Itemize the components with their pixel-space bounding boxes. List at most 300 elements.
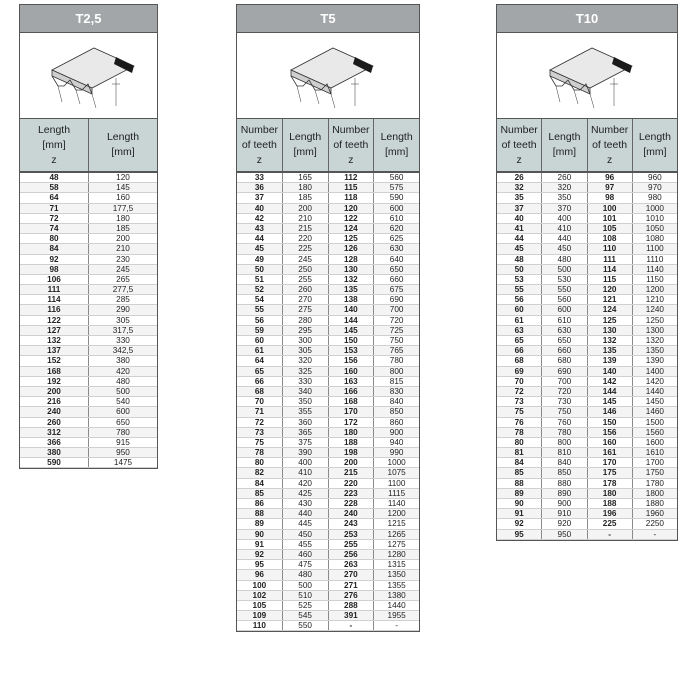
table-cell: 420 (116, 366, 130, 376)
table-cell: 192 (20, 377, 89, 386)
table-cell: 640 (389, 254, 404, 264)
table-cell: 690 (389, 295, 404, 305)
table-row (497, 285, 677, 295)
table-row (237, 499, 419, 509)
table-row (20, 346, 157, 356)
table-t10 (496, 4, 678, 541)
table-row (497, 305, 677, 315)
table-cell: 73 (497, 397, 542, 406)
table-cell: 130 (329, 265, 375, 274)
table-cell: 180 (283, 183, 329, 192)
table-cell: 1200 (645, 285, 664, 295)
table-row (237, 255, 419, 265)
table-cell: 120 (116, 173, 130, 182)
table-row (237, 204, 419, 214)
table-cell: 81 (497, 448, 542, 457)
table-cell: 245 (116, 264, 130, 274)
belt-profile-diagram (20, 33, 157, 119)
table-row (237, 295, 419, 305)
table-cell: 815 (389, 376, 404, 386)
table-cell: 210 (283, 214, 329, 223)
table-cell: 800 (542, 438, 587, 447)
table-cell: 168 (329, 397, 375, 406)
table-cell: 525 (283, 601, 329, 610)
table-cell: 115 (588, 275, 633, 284)
table-cell: 144 (588, 387, 633, 396)
table-row (497, 530, 677, 540)
table-cell: 260 (283, 285, 329, 294)
table-cell: 150 (588, 418, 633, 427)
table-cell: 810 (542, 448, 587, 457)
table-cell: 96 (588, 173, 633, 182)
table-cell: 460 (283, 550, 329, 559)
table-cell: 122 (329, 214, 375, 223)
table-cell: 135 (588, 346, 633, 355)
table-row (20, 173, 157, 183)
table-cell: 78 (497, 428, 542, 437)
table-cell: 63 (497, 326, 542, 335)
table-row (237, 326, 419, 336)
table-cell: 59 (237, 326, 283, 335)
table-cell: 73 (237, 428, 283, 437)
table-cell: 95 (237, 560, 283, 569)
table-cell: 365 (283, 428, 329, 437)
table-row (20, 458, 157, 468)
table-cell: 153 (329, 346, 375, 355)
table-cell: 200 (116, 234, 130, 244)
table-cell: 650 (389, 264, 404, 274)
table-row (237, 418, 419, 428)
table-row (497, 448, 677, 458)
table-row (20, 285, 157, 295)
table-cell: 500 (283, 581, 329, 590)
table-cell: 127 (20, 326, 89, 335)
table-row (497, 489, 677, 499)
table-row (237, 540, 419, 550)
table-row (20, 326, 157, 336)
table-row (20, 397, 157, 407)
table-cell: 132 (588, 336, 633, 345)
table-cell: 166 (329, 387, 375, 396)
table-cell: - (588, 530, 633, 539)
table-cell: 71 (237, 407, 283, 416)
table-row (237, 305, 419, 315)
table-row (497, 193, 677, 203)
table-row (20, 204, 157, 214)
table-cell: 1215 (387, 519, 406, 529)
table-cell: 990 (389, 448, 404, 458)
table-cell: 765 (389, 346, 404, 356)
table-row (237, 377, 419, 387)
table-cell: 90 (237, 530, 283, 539)
table-cell: 161 (588, 448, 633, 457)
table-row (497, 295, 677, 305)
table-row (497, 204, 677, 214)
table-cell: 121 (588, 295, 633, 304)
table-header (497, 119, 677, 173)
table-row (20, 234, 157, 244)
table-cell: 230 (116, 254, 130, 264)
table-cell: 45 (237, 244, 283, 253)
table-cell: 560 (389, 173, 404, 182)
table-cell: 68 (497, 356, 542, 365)
table-cell: 350 (283, 397, 329, 406)
table-cell: 70 (497, 377, 542, 386)
table-cell: 260 (542, 173, 587, 182)
table-cell: 152 (20, 356, 89, 365)
table-cell: 139 (588, 356, 633, 365)
table-cell: 111 (588, 255, 633, 264)
table-cell: 86 (237, 499, 283, 508)
table-cell: 240 (20, 407, 89, 416)
table-cell: 60 (497, 305, 542, 314)
table-cell: 1250 (645, 315, 664, 325)
belt-profile-diagram (497, 33, 677, 119)
table-cell: 88 (237, 509, 283, 518)
table-cell: 425 (283, 489, 329, 498)
table-cell: 170 (329, 407, 375, 416)
table-cell: 700 (542, 377, 587, 386)
table-cell: 160 (329, 367, 375, 376)
table-cell: 54 (237, 295, 283, 304)
table-cell: 1240 (645, 305, 664, 315)
table-cell: 40 (237, 204, 283, 213)
table-row (20, 387, 157, 397)
table-row (497, 214, 677, 224)
table-cell: 110 (237, 621, 283, 630)
table-cell: 114 (20, 295, 89, 304)
table-cell: 74 (20, 224, 89, 233)
table-cell: 1150 (646, 274, 664, 284)
table-cell: 89 (497, 489, 542, 498)
table-row (20, 316, 157, 326)
table-cell: 115 (329, 183, 375, 192)
table-cell: 1475 (113, 458, 133, 468)
table-cell: 146 (588, 407, 633, 416)
table-cell: 111 (20, 285, 89, 294)
table-cell: 650 (542, 336, 587, 345)
table-row (497, 438, 677, 448)
table-cell: 109 (237, 611, 283, 620)
table-cell: 940 (389, 437, 404, 447)
table-cell: 228 (329, 499, 375, 508)
table-cell: 85 (237, 489, 283, 498)
table-header (20, 119, 157, 173)
table-cell: 620 (389, 223, 404, 233)
table-cell: 70 (237, 397, 283, 406)
table-row (20, 275, 157, 285)
table-row (237, 214, 419, 224)
table-row (237, 530, 419, 540)
table-cell: 215 (329, 468, 375, 477)
table-cell: 890 (542, 489, 587, 498)
table-cell: 410 (542, 224, 587, 233)
table-cell: 355 (283, 407, 329, 416)
table-cell: 58 (20, 183, 89, 192)
table-cell: 180 (588, 489, 633, 498)
table-cell: 660 (389, 274, 404, 284)
table-title: T2,5 (20, 5, 157, 33)
table-cell: 350 (542, 193, 587, 202)
table-row (497, 428, 677, 438)
table-cell: 600 (542, 305, 587, 314)
table-cell: 106 (20, 275, 89, 284)
table-row (497, 387, 677, 397)
table-cell: 590 (389, 193, 404, 203)
timing-belt-profile-icon (273, 40, 383, 112)
table-cell: 1500 (645, 417, 664, 427)
table-header (237, 119, 419, 173)
table-row (20, 265, 157, 275)
table-cell: 1440 (387, 600, 406, 610)
table-cell: 780 (389, 356, 404, 366)
table-cell: 1100 (387, 478, 406, 488)
table-row (20, 367, 157, 377)
table-cell: 98 (20, 265, 89, 274)
table-row (497, 224, 677, 234)
table-row (497, 509, 677, 519)
table-cell: 320 (283, 356, 329, 365)
table-cell: 725 (389, 325, 404, 335)
table-cell: 120 (329, 204, 375, 213)
table-cell: 500 (542, 265, 587, 274)
table-cell: 26 (497, 173, 542, 182)
table-cell: 900 (542, 499, 587, 508)
table-cell: 1560 (645, 427, 664, 437)
table-row (20, 407, 157, 417)
table-cell: 760 (542, 418, 587, 427)
table-row (20, 214, 157, 224)
column-header: Length [mm] (106, 131, 140, 158)
table-cell: 1955 (387, 611, 406, 621)
table-row (237, 387, 419, 397)
table-cell: 312 (20, 428, 89, 437)
table-row (237, 224, 419, 234)
table-cell: 165 (283, 173, 329, 182)
table-cell: 100 (588, 204, 633, 213)
table-cell: 370 (542, 204, 587, 213)
table-cell: 1960 (645, 509, 664, 519)
table-cell: 48 (20, 173, 89, 182)
table-cell: 750 (542, 407, 587, 416)
table-cell: 1280 (387, 549, 406, 559)
table-cell: 56 (237, 316, 283, 325)
table-cell: 53 (497, 275, 542, 284)
table-cell: 1380 (387, 590, 406, 600)
table-cell: 172 (329, 418, 375, 427)
table-cell: 1460 (645, 407, 664, 417)
table-cell: 850 (389, 407, 404, 417)
table-cell: 480 (283, 570, 329, 579)
table-cell: 480 (542, 255, 587, 264)
table-cell: 455 (283, 540, 329, 549)
table-cell: 42 (237, 214, 283, 223)
table-row (237, 519, 419, 529)
table-cell: 180 (329, 428, 375, 437)
table-cell: 37 (237, 193, 283, 202)
table-cell: 56 (497, 295, 542, 304)
table-cell: 188 (588, 499, 633, 508)
table-row (237, 183, 419, 193)
table-cell: 880 (542, 479, 587, 488)
table-cell: 700 (389, 305, 404, 315)
table-cell: 300 (283, 336, 329, 345)
table-cell: 225 (588, 519, 633, 528)
table-cell: 125 (588, 316, 633, 325)
table-cell: 360 (283, 418, 329, 427)
table-t5 (236, 4, 420, 632)
table-row (497, 499, 677, 509)
table-cell: 37 (497, 204, 542, 213)
table-cell: 910 (542, 509, 587, 518)
table-cell: 75 (237, 438, 283, 447)
table-cell: 1300 (645, 325, 664, 335)
table-cell: 410 (283, 468, 329, 477)
table-row (20, 224, 157, 234)
table-cell: 210 (116, 244, 130, 254)
table-cell: 475 (283, 560, 329, 569)
table-cell: 277,5 (112, 285, 134, 295)
table-body (20, 173, 157, 468)
table-row (237, 346, 419, 356)
table-cell: 55 (497, 285, 542, 294)
table-cell: 920 (542, 519, 587, 528)
table-cell: 320 (542, 183, 587, 192)
table-row (497, 316, 677, 326)
table-cell: 680 (542, 356, 587, 365)
table-row (20, 244, 157, 254)
table-cell: 40 (497, 214, 542, 223)
table-cell: 225 (283, 244, 329, 253)
table-cell: 80 (20, 234, 89, 243)
table-row (237, 275, 419, 285)
table-cell: 72 (497, 387, 542, 396)
table-cell: 590 (20, 458, 89, 467)
table-row (237, 591, 419, 601)
table-cell: 660 (542, 346, 587, 355)
table-cell: 1355 (387, 580, 406, 590)
table-cell: 1010 (645, 213, 664, 223)
table-cell: 200 (329, 458, 375, 467)
table-cell: 610 (389, 213, 404, 223)
table-cell: 265 (116, 274, 130, 284)
table-cell: 97 (588, 183, 633, 192)
column-header: Number of teeth z (329, 119, 375, 171)
table-row (497, 479, 677, 489)
table-row (237, 621, 419, 631)
table-cell: 163 (329, 377, 375, 386)
table-cell: 72 (237, 418, 283, 427)
table-cell: 64 (20, 193, 89, 202)
table-cell: 250 (283, 265, 329, 274)
table-cell: 600 (389, 203, 404, 213)
table-cell: 1075 (387, 468, 406, 478)
table-cell: 41 (497, 224, 542, 233)
table-cell: 950 (542, 530, 587, 539)
column-header: Length [mm] (283, 119, 329, 171)
table-cell: 305 (283, 346, 329, 355)
table-cell: 124 (588, 305, 633, 314)
table-title: T5 (237, 5, 419, 33)
table-cell: 255 (329, 540, 375, 549)
table-cell: 33 (237, 173, 283, 182)
table-cell: 196 (588, 509, 633, 518)
table-cell: 168 (20, 367, 89, 376)
table-cell: 1080 (645, 234, 664, 244)
table-row (237, 193, 419, 203)
table-title: T10 (497, 5, 677, 33)
table-row (20, 377, 157, 387)
table-cell: 92 (20, 255, 89, 264)
table-cell: 215 (283, 224, 329, 233)
table-cell: 178 (588, 479, 633, 488)
table-cell: 126 (329, 244, 375, 253)
table-cell: 145 (116, 183, 130, 193)
table-cell: 400 (283, 458, 329, 467)
table-row (237, 581, 419, 591)
table-cell: 980 (648, 193, 662, 203)
table-cell: 65 (237, 367, 283, 376)
table-row (237, 448, 419, 458)
timing-belt-profile-icon (34, 40, 144, 112)
table-cell: 45 (497, 244, 542, 253)
table-row (497, 275, 677, 285)
table-cell: 112 (329, 173, 375, 182)
table-cell: 105 (588, 224, 633, 233)
table-cell: 116 (20, 305, 89, 314)
table-row (497, 183, 677, 193)
table-cell: 102 (237, 591, 283, 600)
table-row (237, 336, 419, 346)
table-cell: 66 (237, 377, 283, 386)
table-cell: 71 (20, 204, 89, 213)
table-cell: 65 (497, 336, 542, 345)
table-cell: 43 (237, 224, 283, 233)
table-cell: 950 (116, 448, 130, 458)
table-row (20, 255, 157, 265)
table-cell: 105 (237, 601, 283, 610)
table-cell: 550 (542, 285, 587, 294)
table-cell: 89 (237, 519, 283, 528)
table-cell: 800 (389, 366, 404, 376)
table-cell: 510 (283, 591, 329, 600)
table-cell: 480 (116, 376, 130, 386)
table-cell: - (395, 621, 398, 631)
table-cell: 92 (497, 519, 542, 528)
table-cell: 50 (497, 265, 542, 274)
table-cell: 450 (283, 530, 329, 539)
table-cell: 440 (283, 509, 329, 518)
table-cell: 188 (329, 438, 375, 447)
table-cell: 270 (329, 570, 375, 579)
table-cell: 175 (588, 468, 633, 477)
table-cell: 256 (329, 550, 375, 559)
table-cell: 177,5 (112, 203, 134, 213)
table-cell: 90 (497, 499, 542, 508)
table-cell: 1200 (387, 509, 406, 519)
table-cell: 1450 (645, 397, 664, 407)
table-cell: 114 (588, 265, 633, 274)
table-row (20, 448, 157, 458)
table-cell: 720 (389, 315, 404, 325)
table-row (237, 479, 419, 489)
table-cell: 690 (542, 367, 587, 376)
table-row (237, 468, 419, 478)
table-row (20, 418, 157, 428)
table-cell: 270 (283, 295, 329, 304)
table-cell: 61 (497, 316, 542, 325)
table-cell: 288 (329, 601, 375, 610)
